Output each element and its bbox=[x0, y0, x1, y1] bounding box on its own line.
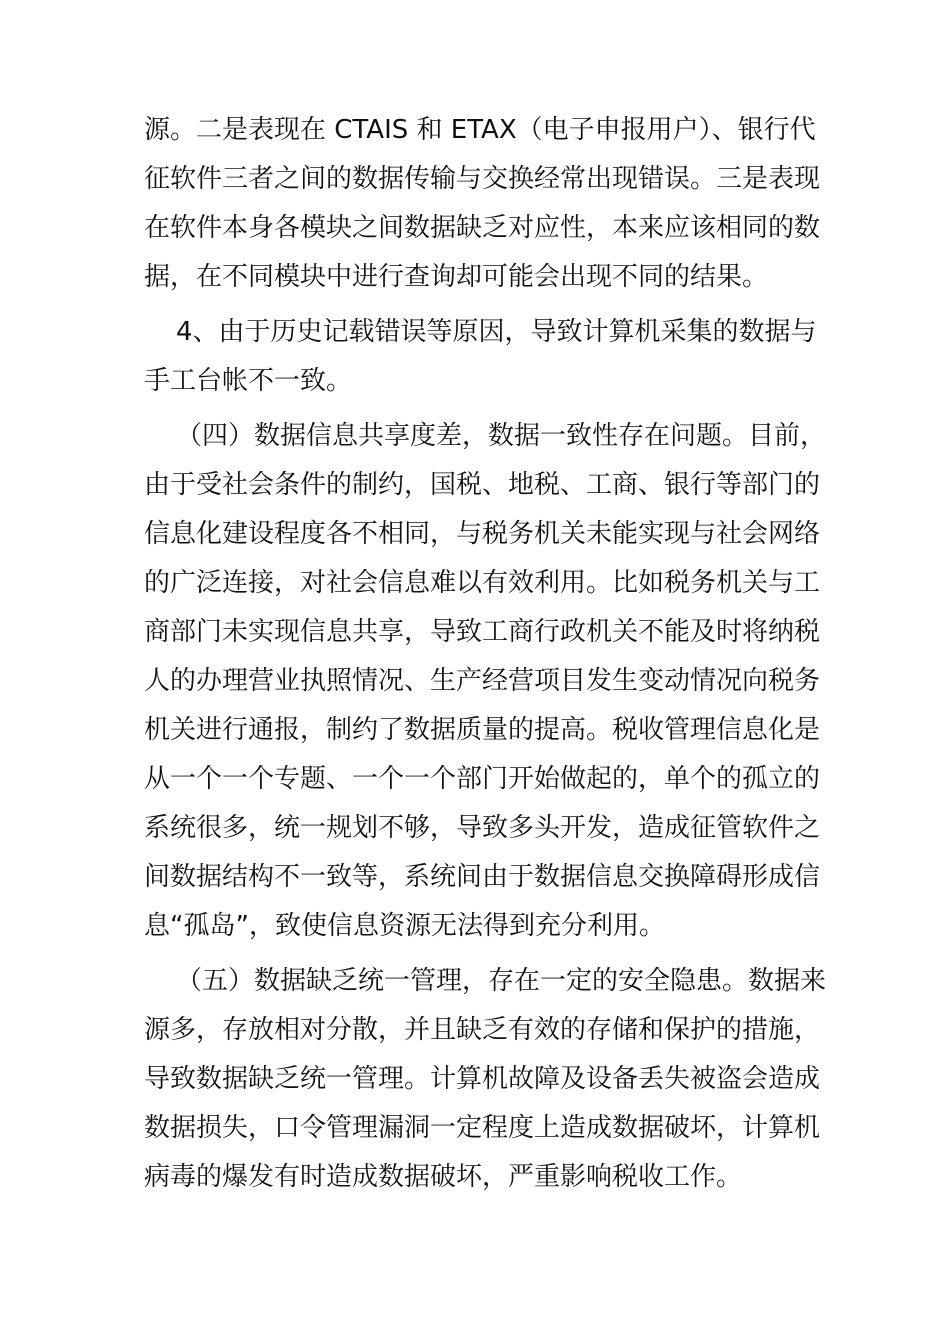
text-line: 源。二是表现在 CTAIS 和 ETAX（电子申报用户）、银行代 bbox=[144, 115, 816, 145]
text-line: 人的办理营业执照情况、生产经营项目发生变动情况向税务 bbox=[144, 666, 821, 696]
text-line: 数据损失，口令管理漏洞一定程度上造成数据破坏，计算机 bbox=[144, 1113, 821, 1143]
text-line: 从一个一个专题、一个一个部门开始做起的，单个的孤立的 bbox=[144, 764, 821, 794]
text-line: 由于受社会条件的制约，国税、地税、工商、银行等部门的 bbox=[144, 470, 821, 500]
text-line: 商部门未实现信息共享，导致工商行政机关不能及时将纳税 bbox=[144, 617, 821, 647]
text-line: 4、由于历史记载错误等原因，导致计算机采集的数据与 bbox=[176, 317, 817, 347]
text-line: 机关进行通报，制约了数据质量的提高。税收管理信息化是 bbox=[144, 715, 821, 745]
text-line: 手工台帐不一致。 bbox=[144, 366, 353, 396]
text-line: 息“孤岛”，致使信息资源无法得到充分利用。 bbox=[144, 911, 665, 941]
text-line: 的广泛连接，对社会信息难以有效利用。比如税务机关与工 bbox=[144, 568, 821, 598]
text-line: 据，在不同模块中进行查询却可能会出现不同的结果。 bbox=[144, 262, 769, 292]
text-line: 病毒的爆发有时造成数据破坏，严重影响税收工作。 bbox=[144, 1162, 743, 1192]
text-line: （五）数据缺乏统一管理，存在一定的安全隐患。数据来 bbox=[176, 966, 827, 996]
text-line: 征软件三者之间的数据传输与交换经常出现错误。三是表现 bbox=[144, 164, 821, 194]
text-line: 信息化建设程度各不相同，与税务机关未能实现与社会网络 bbox=[144, 519, 821, 549]
text-line: 间数据结构不一致等，系统间由于数据信息交换障碍形成信 bbox=[144, 862, 821, 892]
text-line: 在软件本身各模块之间数据缺乏对应性，本来应该相同的数 bbox=[144, 213, 821, 243]
text-line: 导致数据缺乏统一管理。计算机故障及设备丢失被盗会造成 bbox=[144, 1064, 821, 1094]
text-line: （四）数据信息共享度差，数据一致性存在问题。目前， bbox=[176, 421, 827, 451]
text-line: 系统很多，统一规划不够，导致多头开发，造成征管软件之 bbox=[144, 813, 821, 843]
text-line: 源多，存放相对分散，并且缺乏有效的存储和保护的措施， bbox=[144, 1015, 821, 1045]
